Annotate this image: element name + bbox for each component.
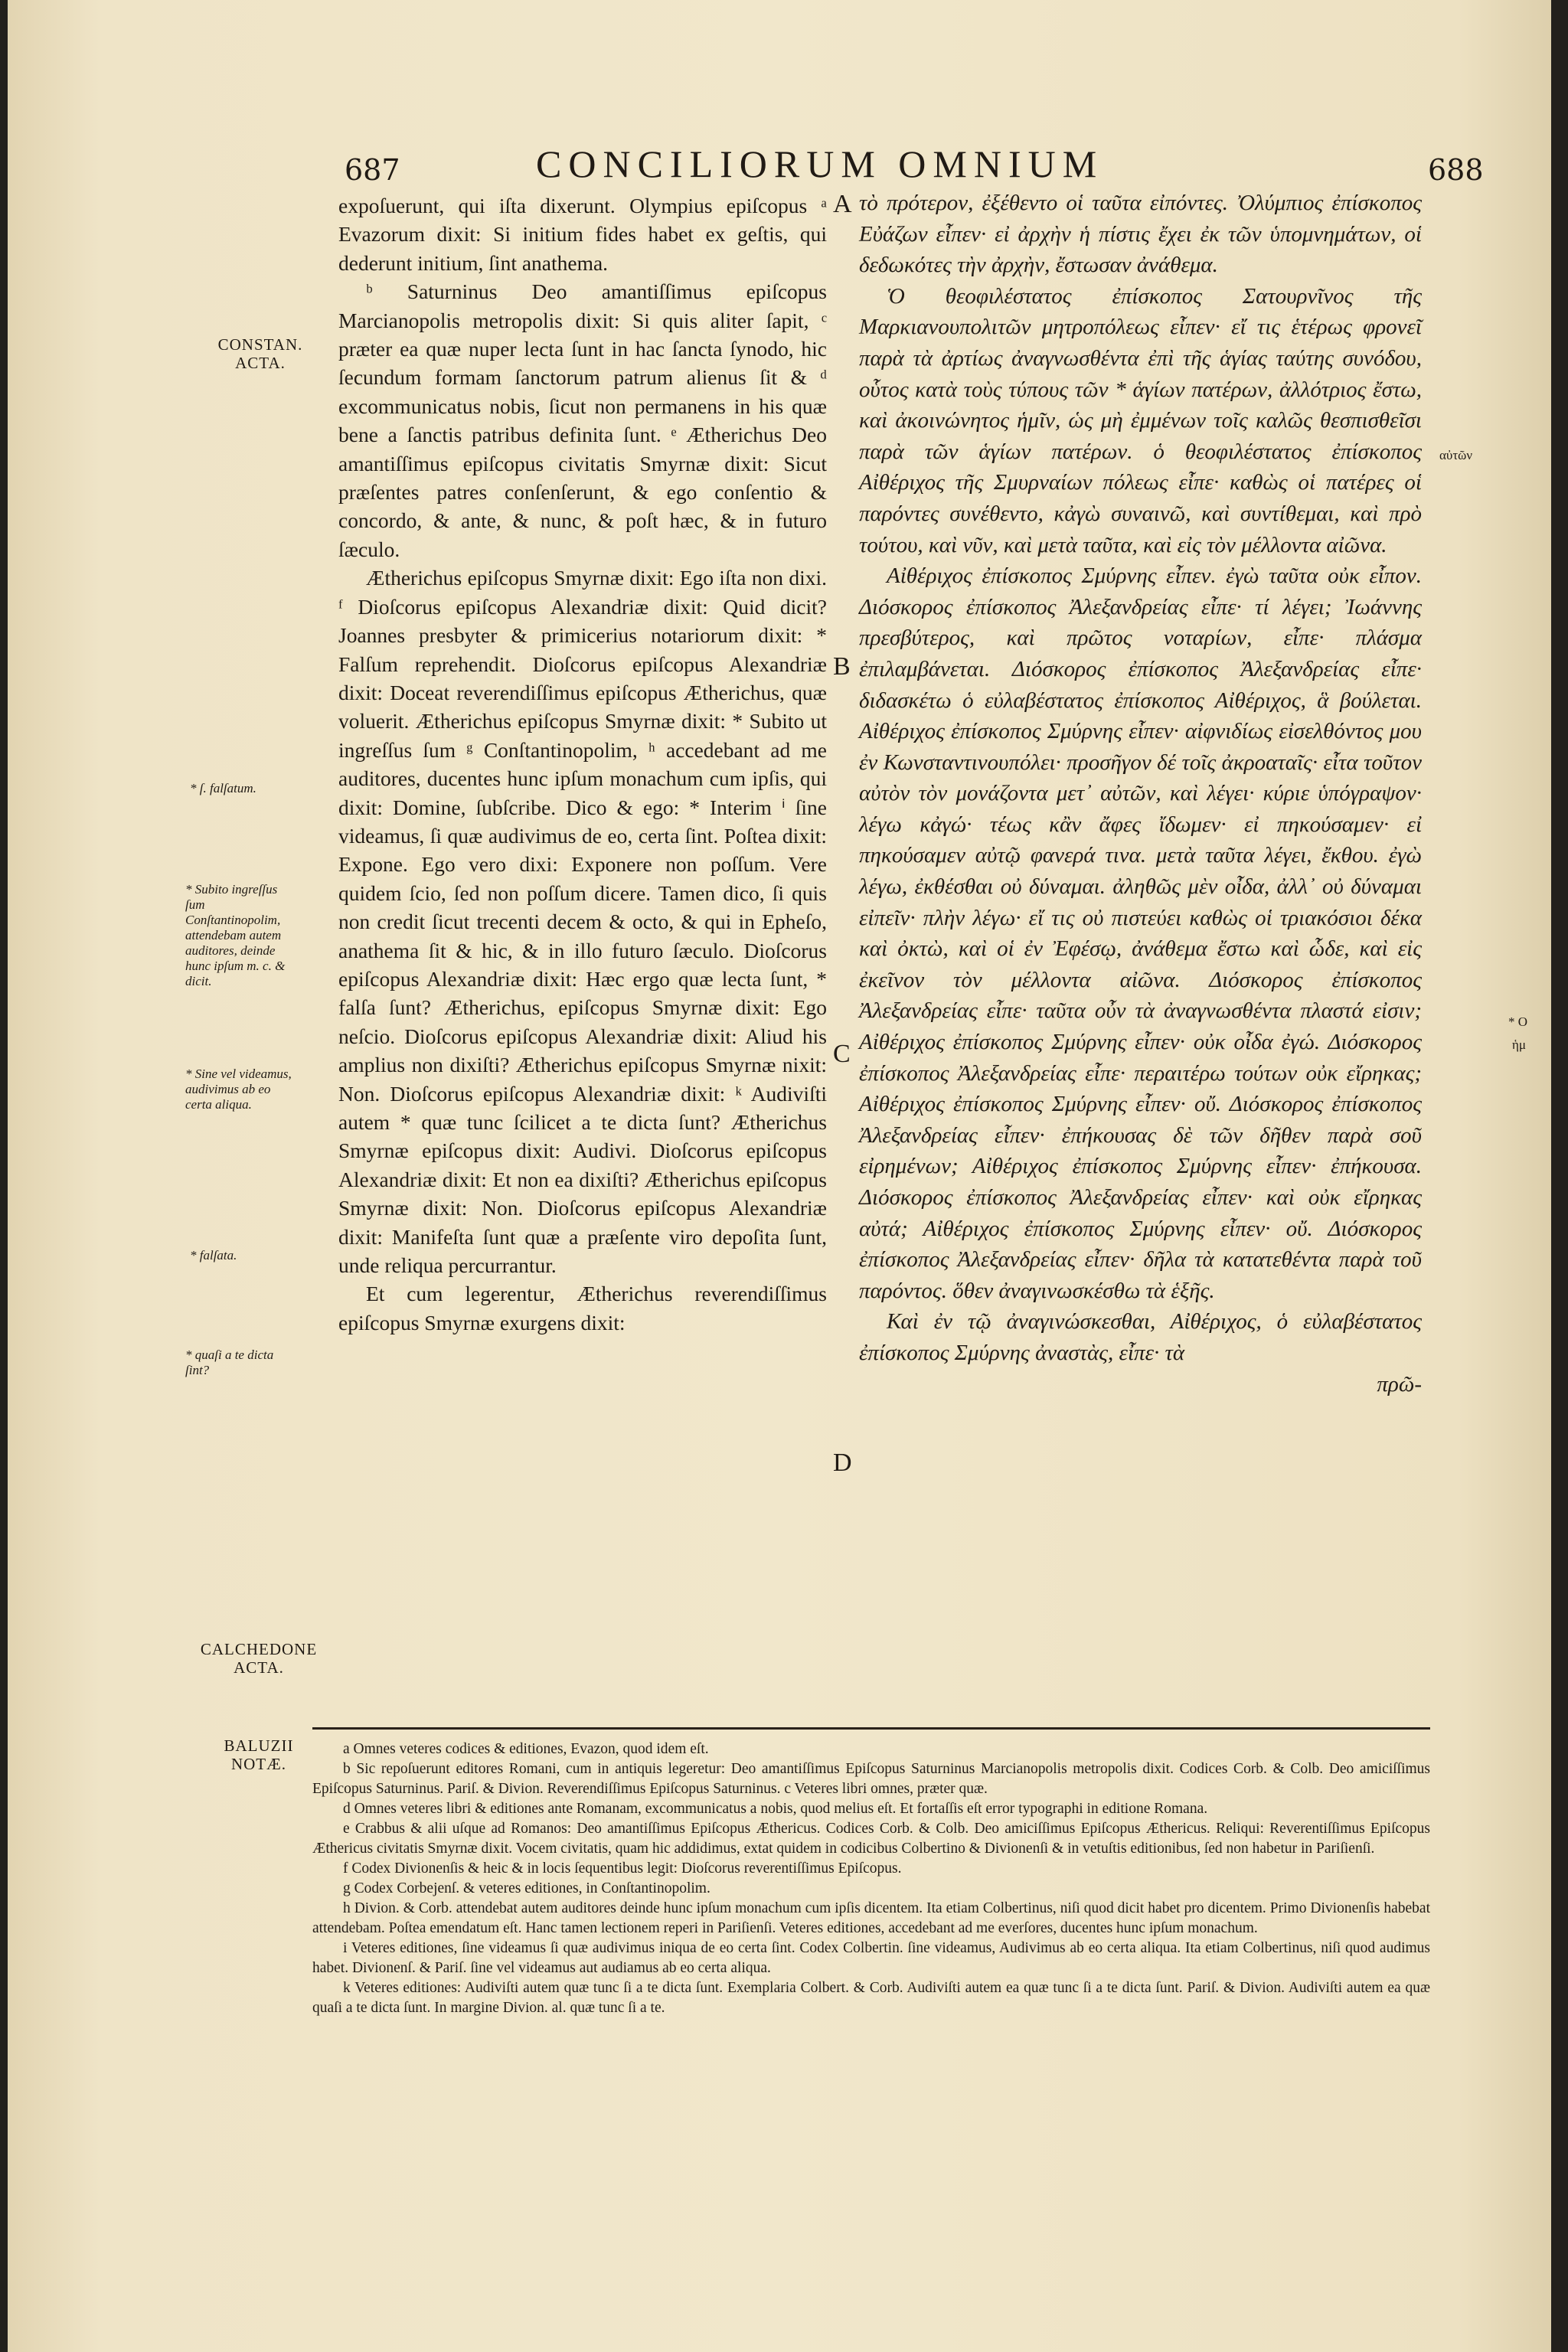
footnote: h Divion. & Corb. attendebat autem auditores deinde hunc ipſum monachum cum ipſis dicentem. Ita etiam Colbertinus, niſi quod dicit habet pro dicentem. Primo Divionenſis habebat attendebam. Poſtea emendatum eſt. Hanc tamen lectionem reperi in Pariſienſi. Veteres editiones, accedebant ad me everſores, ducentes hunc ipſum monachum.	[312, 1900, 1430, 1936]
section-letter-d: D	[833, 1449, 852, 1477]
margin-gloss-subito: * Subito ingreſſus ſum Conſtantinopolim, attendebam autem auditores, deinde hunc ipſum m. c. & dicit.	[185, 882, 286, 988]
footnote: e Crabbus & alii uſque ad Romanos: Deo amantiſſimus Epiſcopus Æthericus. Codices Corb. & Colb. Deo amiciſſimus Epiſcopus Æthericus. Reliqui: Reverentiſſimus Epiſcopus Æthericus civitatis Smyrnæ dixit. Vocem civitatis, quam hic addidimus, extat quidem in codicibus Colbertino & Divionenſi & in vetuſtis editionibus, ſed non habetur in Pariſienſi.	[312, 1821, 1430, 1857]
greek-paragraph: Καὶ ἐν τῷ ἀναγινώσκεσθαι, Αἰθέριχος, ὁ εὐλαβέστατος ἐπίσκοπος Σμύρνης ἀναστὰς, εἶπε· τὰ	[859, 1309, 1422, 1365]
greek-paragraph: Ὁ θεοφιλέστατος ἐπίσκοπος Σατουρνῖνος τῆς Μαρκιανουπολιτῶν μητροπόλεως εἶπεν· εἴ τις ἑτέρως φρονεῖ παρὰ τὰ ἀρτίως ἀναγνωσθέντα ἐπὶ τῆς ἁγίας ταύτης συνόδου, οὗτος κατὰ τοὺς τύπους τῶν * ἁγίων πατέρων, ἀλλότριος ἔστω, καὶ ἀκοινώνητος ἡμῖν, ὡς μὴ ἐμμένων τοῖς καλῶς θεσπισθεῖσι παρὰ τῶν ἁγίων πατέρων. ὁ θεοφιλέστατος ἐπίσκοπος Αἰθέριχος τῆς Σμυρναίων πόλεως εἶπε· καθὼς οἱ πατέρες οἱ παρόντες συνέθεντο, κἀγὼ συναινῶ, καὶ συντίθεμαι, καὶ πρὸ τούτου, καὶ νῦν, καὶ μετὰ ταῦτα, καὶ εἰς τὸν μέλλοντα αἰῶνα.	[859, 283, 1422, 557]
left-page-number: 687	[345, 153, 400, 187]
footnote: b Sic repoſuerunt editores Romani, cum in antiquis legeretur: Deo amantiſſimus Epiſcopus Saturninus Marcianopolis metropolis dixit. Codices Corb. & Colb. Deo amiciſſimus Epiſcopus Saturninus. Pariſ. & Divion. Reverendiſſimus Epiſcopus Saturninus. c Veteres libri omnes, præter quæ.	[312, 1761, 1430, 1797]
footnote: g Codex Corbejenſ. & veteres editiones, in Conſtantinopolim.	[343, 1880, 710, 1896]
margin-gloss-sine: * Sine vel videamus, audivimus ab eo certa aliqua.	[185, 1067, 292, 1112]
right-margin-gloss: * O	[1508, 1014, 1528, 1029]
latin-paragraph: ᵇ Saturninus Deo amantiſſimus epiſcopus Marcianopolis metropolis dixit: Si quis aliter ſapit, ᶜ præter ea quæ nuper lecta ſunt in hac ſancta ſynodo, hic ſecundum formam ſanctorum patrum alienus ſit & ᵈ excommunicatus nobis, ſicut non permanens in his quæ bene a ſanctis patribus definita ſunt. ᵉ Ætherichus Deo amantiſſimus epiſcopus civitatis Smyrnæ dixit: Sicut præſentes patres conſenſerunt, & ego conſentio & concordo, & ante, & nunc, & poſt hæc, & in futuro ſæculo.	[338, 279, 827, 561]
footnote: a Omnes veteres codices & editiones, Evazon, quod idem eſt.	[343, 1741, 709, 1757]
right-page-number: 688	[1428, 153, 1484, 187]
latin-paragraph: Ætherichus epiſcopus Smyrnæ dixit: Ego iſta non dixi. ᶠ Dioſcorus epiſcopus Alexandriæ dixit: Quid dicit? Joannes presbyter & primicerius notariorum dixit: * Falſum reprehendit. Dioſcorus epiſcopus Alexandriæ dixit: Doceat reverendiſſimus epiſcopus Ætherichus, quæ voluerit. Ætherichus epiſcopus Smyrnæ dixit: * Subito ut ingreſſus ſum ᵍ Conſtantinopolim, ʰ accedebant ad me auditores, ducentes hunc ipſum monachum cum ipſis, qui dixit: Domine, ſubſcribe. Dico & ego: * Interim ⁱ ſine videamus, ſi quæ audivimus de eo, certa ſint. Poſtea dixit: Expone. Ego vero dixi: Exponere non poſſum. Vere quidem ſcio, ſed non poſſum dicere. Tamen dico, ſi quis non credit ſicut trecenti decem & octo, & qui in Epheſo, anathema ſit & hic, & in illo futuro ſæculo. Dioſcorus epiſcopus Alexandriæ dixit: Hæc ergo quæ lecta ſunt, * falſa ſunt? Ætherichus, epiſcopus Smyrnæ dixit: Ego neſcio. Dioſcorus epiſcopus Alexandriæ dixit: Aliud his amplius non dixiſti? Ætherichus epiſcopus Smyrnæ nixit: Non. Dioſcorus epiſcopus Alexandriæ dixit: ᵏ Audiviſti autem * quæ tunc ſcilicet a te dicta ſunt? Ætherichus Smyrnæ epiſcopus dixit: Audivi. Dioſcorus epiſcopus Alexandriæ dixit: Et non ea dixiſti? Ætherichus epiſcopus Smyrnæ dixit: Non. Dioſcorus epiſcopus Alexandriæ dixit: Manifeſta ſunt quæ a præſente viro depoſita ſunt, unde reliqua percurrantur.	[338, 566, 827, 1278]
latin-paragraph: Et cum legerentur, Ætherichus reverendiſſimus epiſcopus Smyrnæ exurgens dixit:	[338, 1282, 827, 1334]
footnote: k Veteres editiones: Audiviſti autem quæ tunc ſi a te dicta ſunt. Exemplaria Colbert. & Corb. Audiviſti autem ea quæ tunc ſi a te dicta ſunt. Pariſ. & Divion. Audiviſti autem ea quæ quaſi a te dicta ſunt. In margine Divion. al. quæ tunc ſi a te.	[312, 1980, 1430, 2016]
greek-text-column	[859, 188, 1422, 1400]
margin-gloss-quasi: * quaſi a te dicta ſint?	[185, 1348, 274, 1377]
footnote: f Codex Divionenſis & heic & in locis ſequentibus legit: Dioſcorus reverentiſſimus Epiſcopus.	[343, 1860, 902, 1877]
margin-heading-calchedone-acta: CALCHEDONE ACTA.	[200, 1640, 318, 1677]
footnote: i Veteres editiones, ſine videamus ſi quæ audivimus iniqua de eo certa ſint. Codex Colbertin. ſine videamus, Audivimus ab eo certa aliqua. Ita etiam Colbertinus, niſi quod audimus habet. Divionenſ. & Pariſ. ſine vel videamus aut audiamus ab eo certa aliqua.	[312, 1940, 1430, 1976]
margin-heading-constan-acta: CONSTAN. ACTA.	[217, 335, 303, 372]
right-margin-gloss: αὐτῶν	[1439, 448, 1473, 462]
margin-gloss-falsata: * falſata.	[190, 1248, 237, 1263]
footnote: d Omnes veteres libri & editiones ante Romanam, excommunicatus a nobis, quod melius eſt. Et fortaſſis eſt error typographi in editione Romana.	[343, 1801, 1208, 1817]
latin-paragraph: expoſuerunt, qui iſta dixerunt. Olympius epiſcopus ᵃ Evazorum dixit: Si initium fides habet ex geſtis, qui dederunt initium, ſint anathema.	[338, 194, 827, 275]
section-letter-c: C	[833, 1040, 851, 1068]
running-title: CONCILIORUM OMNIUM	[536, 142, 1104, 185]
book-page	[8, 0, 1551, 2352]
margin-gloss-falsatum: * ſ. falſatum.	[190, 781, 256, 795]
greek-paragraph: Αἰθέριχος ἐπίσκοπος Σμύρνης εἶπεν. ἐγὼ ταῦτα οὐκ εἶπον. Διόσκορος ἐπίσκοπος Ἀλεξανδρείας εἶπε· τί λέγει; Ἰωάννης πρεσβύτερος, καὶ πρῶτος νοταρίων, εἶπε· πλάσμα ἐπιλαμβάνεται. Διόσκορος ἐπίσκοπος Ἀλεξανδρείας εἶπε· διδασκέτω ὁ εὐλαβέστατος ἐπίσκοπος Αἰθέριχος, ἃ βούλεται. Αἰθέριχος ἐπίσκοπος Σμύρνης εἶπεν· αἰφνιδίως εἰσελθόντος μου ἐν Κωνσταντινουπόλει· προσῆγον δέ τοῖς ἀκροαταῖς· εἶτα τοῦτον αὐτὸν τὸν μονάζοντα μετ᾽ αὐτῶν, καὶ λέγει· κύριε ὑπόγραψον· λέγω κἀγώ· τέως κἂν ἄφες ἴδωμεν· εἰ πηκούσαμεν· εἰ πηκούσαμεν αὐτῷ φανερά τινα. μετὰ ταῦτα λέγει, ἔκθου. ἐγὼ λέγω, ἐκθέσθαι οὐ δύναμαι. ἀληθῶς μὲν οἶδα, ἀλλ᾽ οὐ δύναμαι εἰπεῖν· πλὴν λέγω· εἴ τις οὐ πιστεύει καθὼς οἱ τριακόσιοι δέκα καὶ ὀκτὼ, καὶ οἱ ἐν Ἐφέσῳ, ἀνάθεμα ἔστω καὶ ὧδε, καὶ εἰς ἐκεῖνον τὸν μέλλοντα αἰῶνα. Διόσκορος ἐπίσκοπος Ἀλεξανδρείας εἶπε· ταῦτα οὖν τὰ ἀναγνωσθέντα πλαστά εἰσιν; Αἰθέριχος ἐπίσκοπος Σμύρνης εἶπεν· οὐκ οἶδα ἐγώ. Διόσκορος ἐπίσκοπος Ἀλεξανδρείας εἶπε· περαιτέρω τούτων οὐκ εἴρηκας; Αἰθέριχος ἐπίσκοπος Σμύρνης εἶπεν· οὔ. Διόσκορος ἐπίσκοπος Ἀλεξανδρείας εἶπεν· ἐπήκουσας δὲ τῶν δῆθεν παρὰ σοῦ εἰρημένων; Αἰθέριχος ἐπίσκοπος Σμύρνης εἶπεν· ἐπήκουσα. Διόσκορος ἐπίσκοπος Ἀλεξανδρείας εἶπεν· καὶ οὐκ εἴρηκας αὐτά; Αἰθέριχος ἐπίσκοπος Σμύρνης εἶπεν· οὔ. Διόσκορος ἐπίσκοπος Ἀλεξανδρείας εἶπεν· δῆλα τὰ κατατεθέντα παρὰ τοῦ παρόντος. ὅθεν ἀναγινωσκέσθω τὰ ἑξῆς.	[859, 564, 1422, 1303]
section-letter-a: A	[833, 190, 852, 218]
notes-divider	[312, 1727, 1430, 1730]
section-letter-b: B	[833, 652, 851, 681]
right-margin-gloss: ἡμ	[1512, 1037, 1527, 1052]
margin-heading-baluzii-notae: BALUZII NOTÆ.	[224, 1736, 294, 1773]
greek-paragraph: τὸ πρότερον, ἐξέθεντο οἱ ταῦτα εἰπόντες. Ὀλύμπιος ἐπίσκοπος Εὐάζων εἶπεν· εἰ ἀρχὴν ἡ πίστις ἔχει ἐκ τῶν ὑπομνημάτων, οἱ δεδωκότες τὴν ἀρχὴν, ἔστωσαν ἀνάθεμα.	[859, 191, 1422, 278]
latin-text-column	[338, 191, 827, 1337]
catchword: πρῶ-	[1377, 1371, 1422, 1396]
footnotes	[312, 1740, 1430, 2018]
